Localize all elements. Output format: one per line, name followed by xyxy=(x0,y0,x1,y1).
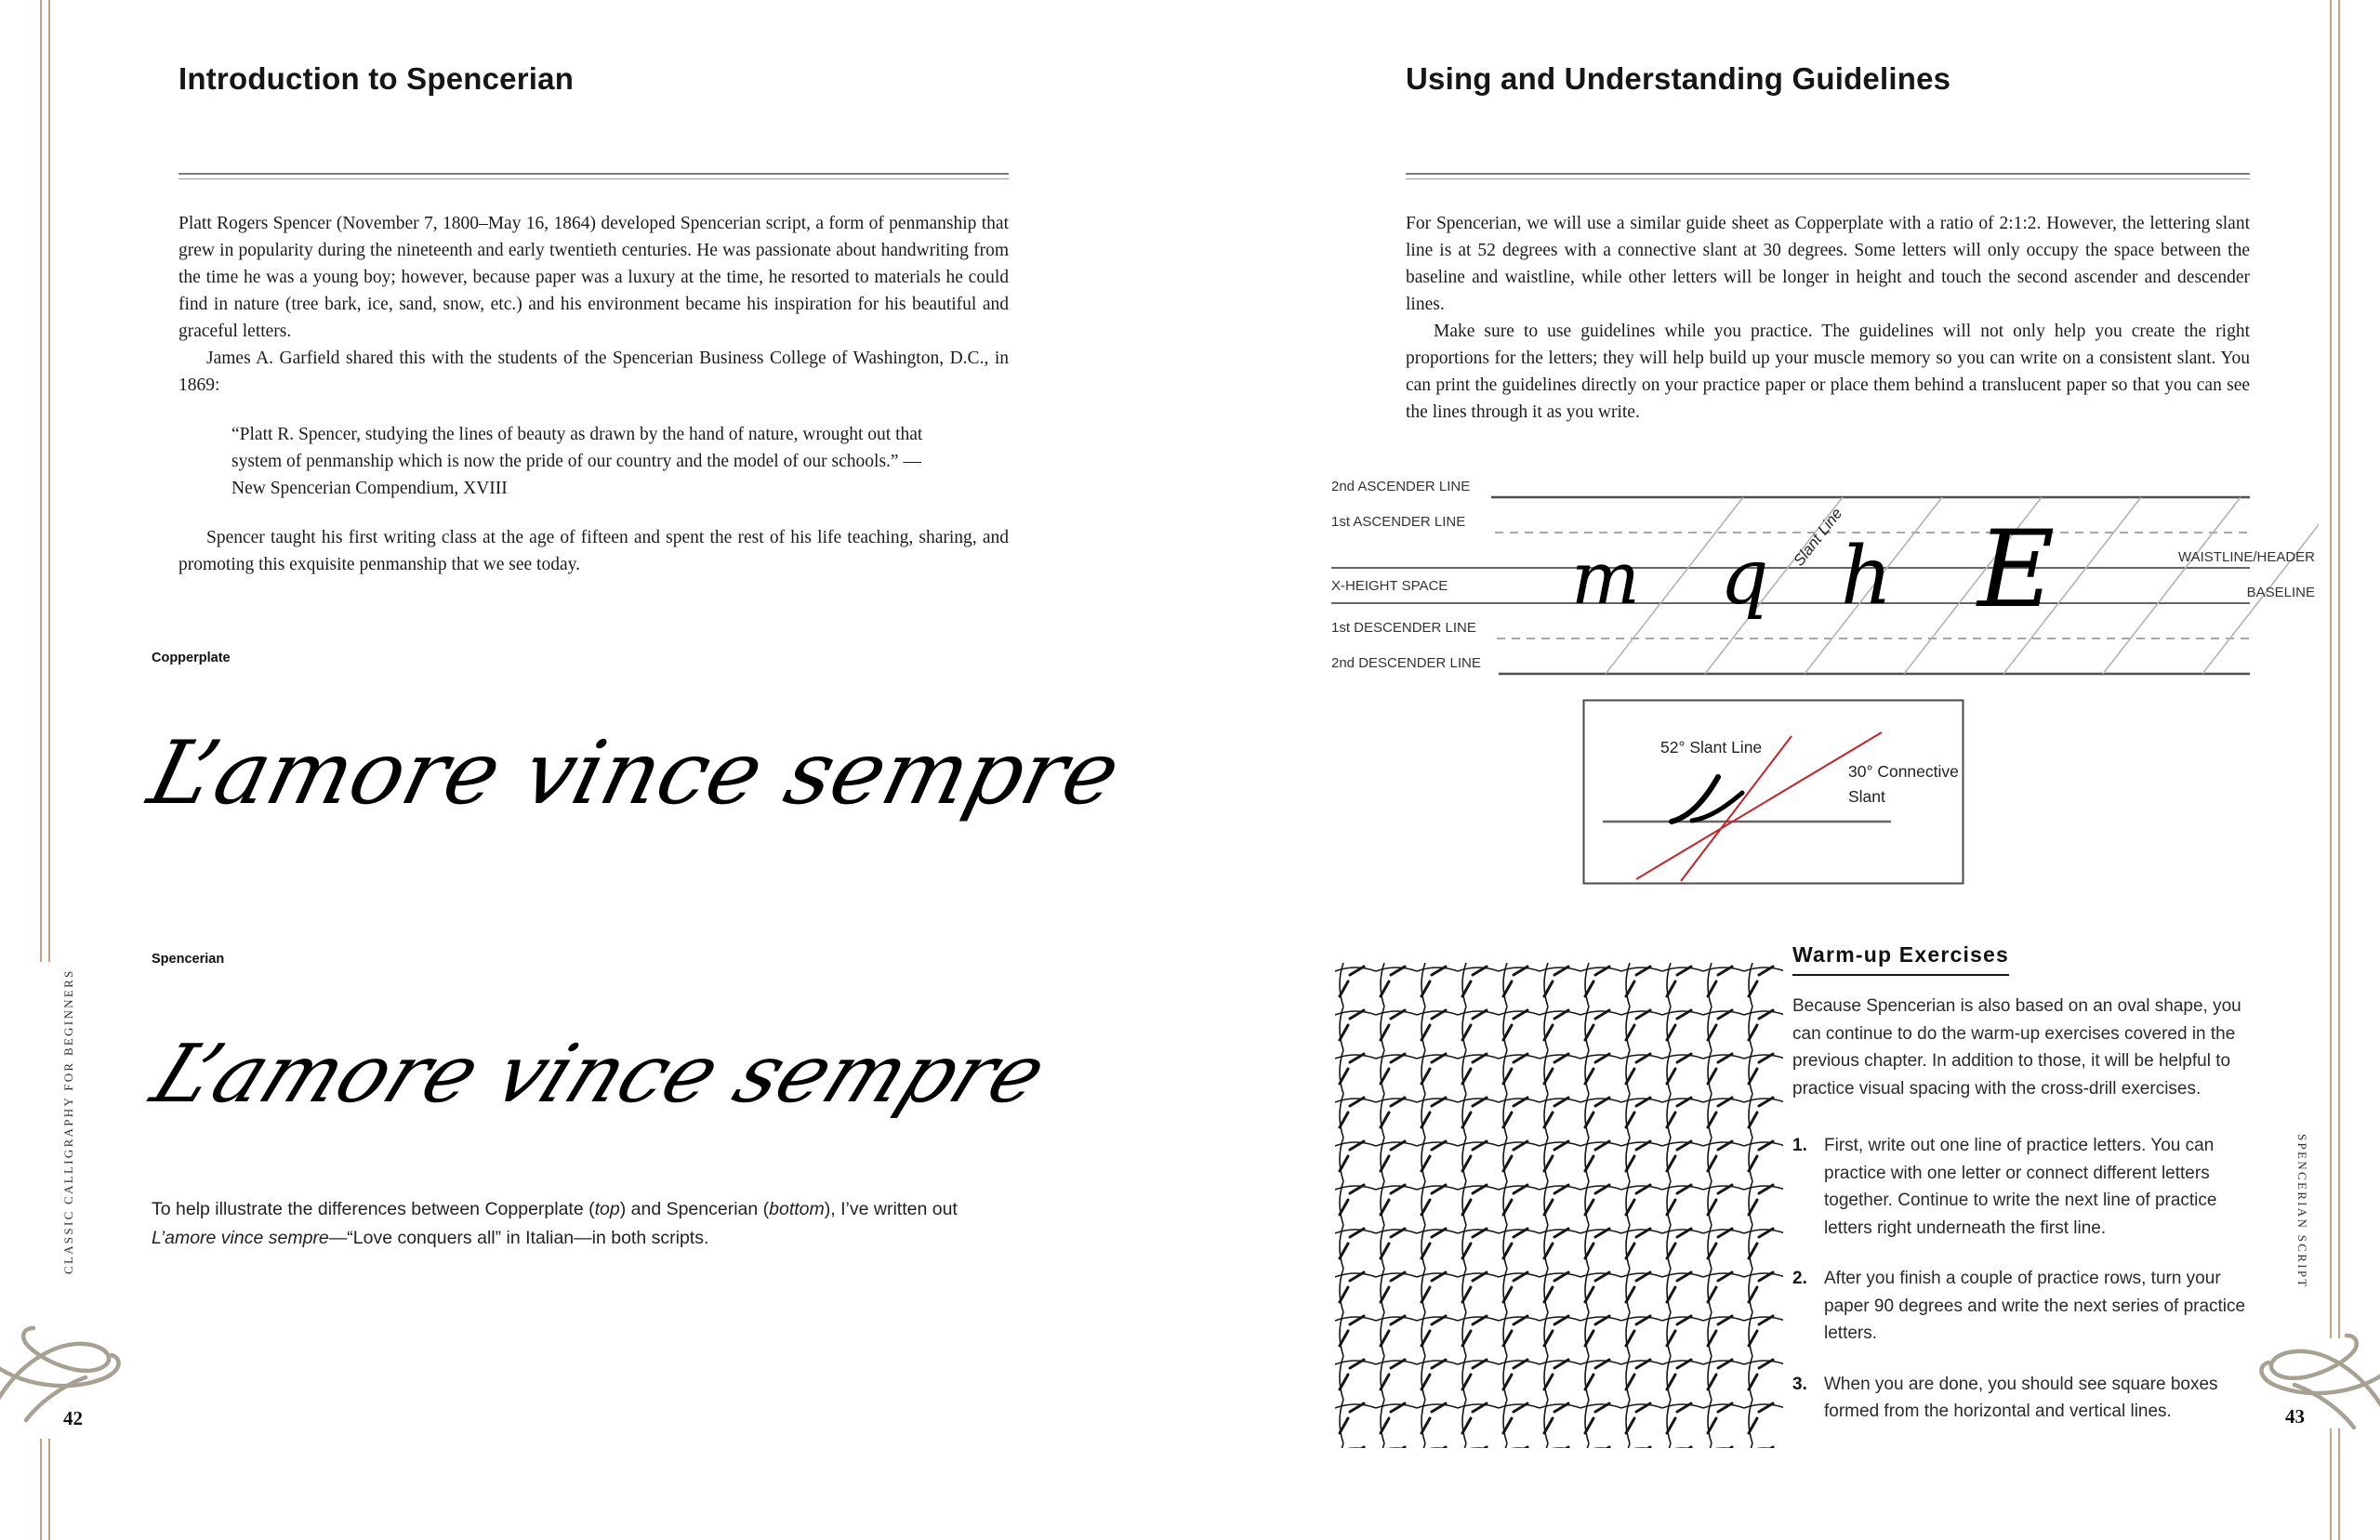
warmup-heading: Warm-up Exercises xyxy=(1792,942,2009,976)
left-title-rule xyxy=(178,173,1009,179)
label-2nd-descender-line: 2nd DESCENDER LINE xyxy=(1331,655,1481,671)
flourish-right-icon xyxy=(2242,1327,2380,1434)
list-item-text: After you finish a couple of practice rows, turn your paper 90 degrees and write the next series of practice letters. xyxy=(1824,1269,2246,1343)
sample-letter-q: q xyxy=(1720,533,1769,622)
copperplate-label: Copperplate xyxy=(152,651,231,665)
left-edge-rule-outer-bottom xyxy=(40,1439,42,1540)
right-edge-rule-outer-bottom xyxy=(2338,1428,2340,1540)
sample-letter-m: m xyxy=(1571,537,1640,621)
warmup-section xyxy=(1792,942,2257,1449)
copperplate-script-sample: L’amore vince sempre xyxy=(139,723,1130,824)
left-edge-rule-outer xyxy=(40,0,42,962)
list-item xyxy=(1792,1371,2257,1426)
right-edge-rule-inner xyxy=(2330,0,2332,1338)
right-paragraph-1: For Spencerian, we will use a similar guide sheet as Copperplate with a ratio of 2:1:2. However, the lettering slant line is at 52 degrees with a connective slant at 30 degrees. Some letters will only occupy the space between the baseline and waistline, while other letters will be longer in height and touch the second ascender and descender lines. xyxy=(1406,214,2250,314)
right-edge-rule-inner-bottom xyxy=(2330,1428,2332,1540)
sample-letter-E: E xyxy=(1977,507,2056,631)
label-52-slant-line: 52° Slant Line xyxy=(1660,738,1763,757)
caption-italic-bottom: bottom xyxy=(769,1199,825,1219)
list-item-number: 1. xyxy=(1792,1136,1807,1155)
right-body-column xyxy=(1406,210,2250,426)
right-title-rule xyxy=(1406,173,2250,179)
slant-guide-lines xyxy=(1606,497,2319,674)
label-x-height-space: X-HEIGHT SPACE xyxy=(1331,578,1448,594)
label-baseline: BASELINE xyxy=(2246,585,2315,600)
left-paragraph-3: Spencer taught his first writing class at the age of fifteen and spent the rest of his life teaching, sharing, and promoting this exquisite penmanship that we see today. xyxy=(178,528,1009,574)
left-edge-rule-inner xyxy=(48,0,50,962)
list-item-number: 2. xyxy=(1792,1269,1807,1288)
list-item-text: When you are done, you should see square boxes formed from the horizontal and vertical lines. xyxy=(1824,1374,2218,1421)
cross-drill-grid xyxy=(1335,963,1783,1448)
slant-angle-box-diagram xyxy=(1582,699,1965,887)
right-paragraph-2: Make sure to use guidelines while you practice. The guidelines will not only help you create the right proportions for the letters; they will help build up your muscle memory so you can write on a consistent slant. You can print the guidelines directly on your practice paper or place them behind a translucent paper so that you can see the lines through it as you write. xyxy=(1406,322,2250,422)
list-item-text: First, write out one line of practice letters. You can practice with one letter or connect different letters together. Continue to write the next line of practice letters right underneath the first line. xyxy=(1824,1136,2217,1238)
guideline-sheet-diagram xyxy=(1331,479,2319,697)
warmup-intro: Because Spencerian is also based on an oval shape, you can continue to do the warm-up exercises covered in the previous chapter. In addition to those, it will be helpful to practice visual spacing with the cross-drill exercises. xyxy=(1792,996,2241,1099)
list-item xyxy=(1792,1265,2257,1348)
right-sidebar-chapter-title: SPENCERIAN SCRIPT xyxy=(2295,1134,2309,1289)
caption-text: To help illustrate the differences between Copperplate ( xyxy=(152,1199,595,1219)
slant-line-label: Slant Line xyxy=(1790,505,1846,570)
caption-italic-top: top xyxy=(594,1199,620,1219)
left-sidebar-book-title: CLASSIC CALLIGRAPHY FOR BEGINNERS xyxy=(61,968,75,1274)
left-paragraph-1: Platt Rogers Spencer (November 7, 1800–May 16, 1864) developed Spencerian script, a form of penmanship that grew in popularity during the nineteenth and early twentieth centuries. He was passionate about handwriting from the time he was a young boy; however, because paper was a luxury at the time, he resorted to materials he could find in nature (tree bark, ice, sand, snow, etc.) and his environment became his inspiration for his beautiful and graceful letters. xyxy=(178,214,1009,341)
left-paragraph-2: James A. Garfield shared this with the students of the Spencerian Business College of Washington, D.C., in 1869: xyxy=(178,349,1009,395)
sample-letter-h: h xyxy=(1841,530,1893,623)
list-item-number: 3. xyxy=(1792,1374,1807,1394)
left-blockquote: “Platt R. Spencer, studying the lines of beauty as drawn by the hand of nature, wrought out that system of penmanship which is now the pride of our country and the model of our schools.” —New Spencerian Compendium, XVIII xyxy=(231,425,923,498)
left-page-title: Introduction to Spencerian xyxy=(178,61,575,96)
left-body-column xyxy=(178,210,1009,578)
right-page-title: Using and Understanding Guidelines xyxy=(1406,61,1951,96)
scripts-comparison-caption: To help illustrate the differences between Copperplate (top) and Spencerian (bottom), I’ve written out L’amore vince sempre—“Love conquers all” in Italian—in both scripts. xyxy=(152,1199,958,1248)
caption-italic-phrase: L’amore vince sempre xyxy=(152,1228,329,1248)
label-2nd-ascender-line: 2nd ASCENDER LINE xyxy=(1331,479,1471,494)
label-1st-descender-line: 1st DESCENDER LINE xyxy=(1331,620,1476,636)
list-item xyxy=(1792,1132,2257,1242)
label-waistline-header: WAISTLINE/HEADER xyxy=(2178,549,2315,565)
spencerian-label: Spencerian xyxy=(152,952,225,967)
warmup-list xyxy=(1792,1132,2257,1426)
left-edge-rule-inner-bottom xyxy=(48,1439,50,1540)
spencerian-script-sample: L’amore vince sempre xyxy=(139,1028,1060,1121)
right-edge-rule-outer xyxy=(2338,0,2340,1338)
label-30-connective-line2: Slant xyxy=(1848,787,1885,806)
label-1st-ascender-line: 1st ASCENDER LINE xyxy=(1331,514,1466,530)
left-page-number: 42 xyxy=(63,1407,83,1429)
right-page-number: 43 xyxy=(2285,1405,2305,1428)
label-30-connective-line1: 30° Connective xyxy=(1848,762,1959,781)
